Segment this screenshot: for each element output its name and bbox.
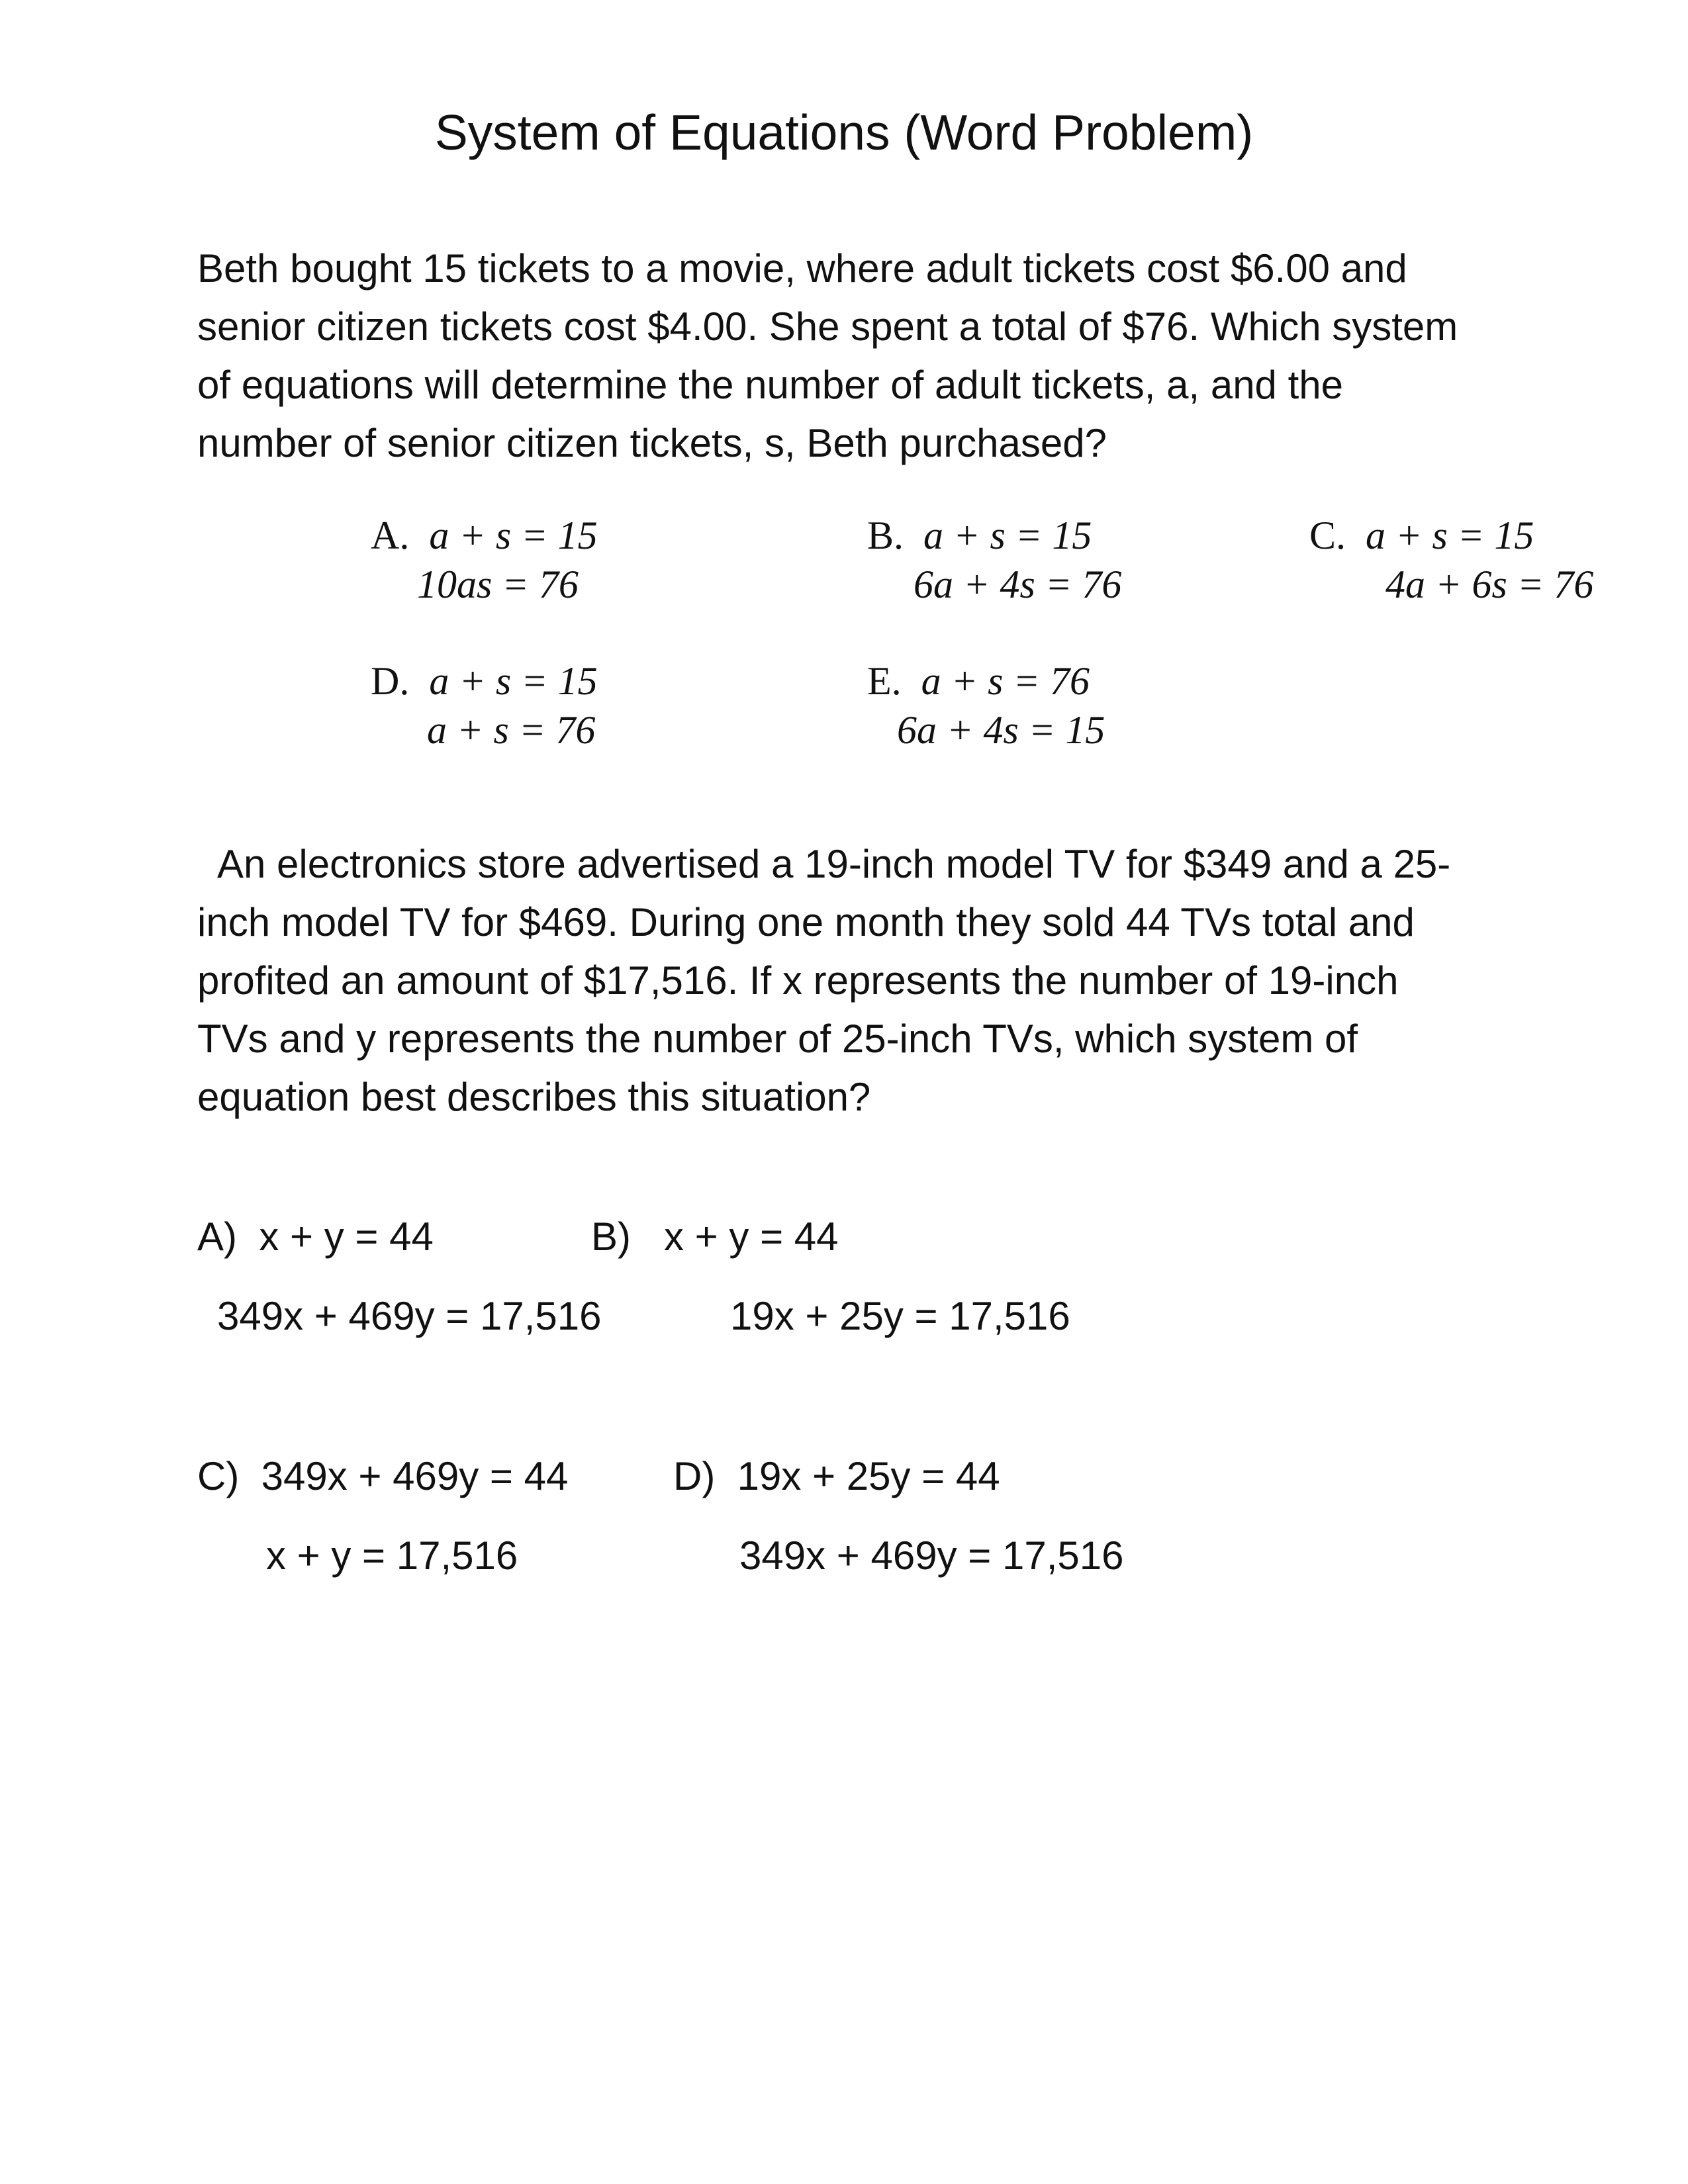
problem2-text bbox=[197, 835, 1450, 1126]
problem2-option-a-line1 bbox=[197, 1212, 434, 1261]
problem1-line: Beth bought 15 tickets to a movie, where adult tickets cost $6.00 and bbox=[197, 246, 1407, 291]
option-equation-2: 349x + 469y = 17,516 bbox=[739, 1533, 1124, 1578]
option-equation-1: 349x + 469y = 44 bbox=[261, 1454, 569, 1498]
problem1-line: senior citizen tickets cost $4.00. She spent a total of $76. Which system bbox=[197, 304, 1458, 349]
option-letter: C) bbox=[197, 1454, 240, 1498]
option-equation-2: 6a + 4s = 76 bbox=[914, 563, 1122, 606]
option-equation-2: 4a + 6s = 76 bbox=[1385, 563, 1594, 606]
option-equation-1: a + s = 15 bbox=[923, 514, 1092, 557]
option-letter: A. bbox=[371, 514, 410, 557]
option-equation-1: x + y = 44 bbox=[259, 1214, 434, 1259]
option-letter: B. bbox=[867, 514, 904, 557]
option-equation-1: a + s = 15 bbox=[429, 514, 598, 557]
problem2-option-d-line2 bbox=[739, 1531, 1124, 1580]
option-equation-1: a + s = 15 bbox=[429, 659, 598, 703]
problem2-line: profited an amount of $17,516. If x represents the number of 19-inch bbox=[197, 958, 1399, 1003]
problem2-option-b-line2 bbox=[730, 1292, 1070, 1341]
option-equation-2: a + s = 76 bbox=[427, 708, 596, 752]
problem2-option-a-line2 bbox=[217, 1292, 602, 1341]
option-equation-2: 6a + 4s = 15 bbox=[897, 708, 1105, 752]
problem1-option-e bbox=[867, 657, 1105, 754]
option-letter: A) bbox=[197, 1214, 237, 1259]
option-equation-1: a + s = 15 bbox=[1366, 514, 1534, 557]
option-equation-2: 349x + 469y = 17,516 bbox=[217, 1294, 602, 1338]
problem2-line: equation best describes this situation? bbox=[197, 1075, 871, 1119]
option-equation-2: 10as = 76 bbox=[417, 563, 579, 606]
problem1-option-d bbox=[371, 657, 598, 754]
option-equation-1: x + y = 44 bbox=[664, 1214, 839, 1259]
option-equation-1: a + s = 76 bbox=[921, 659, 1090, 703]
problem2-line: TVs and y represents the number of 25-inch TVs, which system of bbox=[197, 1017, 1358, 1061]
problem1-option-a bbox=[371, 511, 598, 609]
problem2-option-c-line2 bbox=[266, 1531, 518, 1580]
option-letter: E. bbox=[867, 659, 902, 703]
option-equation-2: 19x + 25y = 17,516 bbox=[730, 1294, 1070, 1338]
option-letter: D. bbox=[371, 659, 410, 703]
problem2-option-c-line1 bbox=[197, 1452, 568, 1501]
problem1-option-c bbox=[1309, 511, 1593, 609]
problem2-option-b-line1 bbox=[591, 1212, 839, 1261]
option-letter: B) bbox=[591, 1214, 631, 1259]
option-letter: D) bbox=[673, 1454, 716, 1498]
option-equation-2: x + y = 17,516 bbox=[266, 1533, 518, 1578]
option-equation-1: 19x + 25y = 44 bbox=[737, 1454, 1000, 1498]
problem1-line: number of senior citizen tickets, s, Beth purchased? bbox=[197, 421, 1107, 465]
problem1-option-b bbox=[867, 511, 1121, 609]
problem1-line: of equations will determine the number of adult tickets, a, and the bbox=[197, 363, 1344, 407]
option-letter: C. bbox=[1309, 514, 1346, 557]
problem2-line: inch model TV for $469. During one month they sold 44 TVs total and bbox=[197, 900, 1415, 944]
page-title: System of Equations (Word Problem) bbox=[434, 105, 1254, 160]
problem2-option-d-line1 bbox=[673, 1452, 1000, 1501]
problem2-line: An electronics store advertised a 19-inch model TV for $349 and a 25- bbox=[217, 842, 1451, 886]
problem1-text bbox=[197, 240, 1458, 473]
